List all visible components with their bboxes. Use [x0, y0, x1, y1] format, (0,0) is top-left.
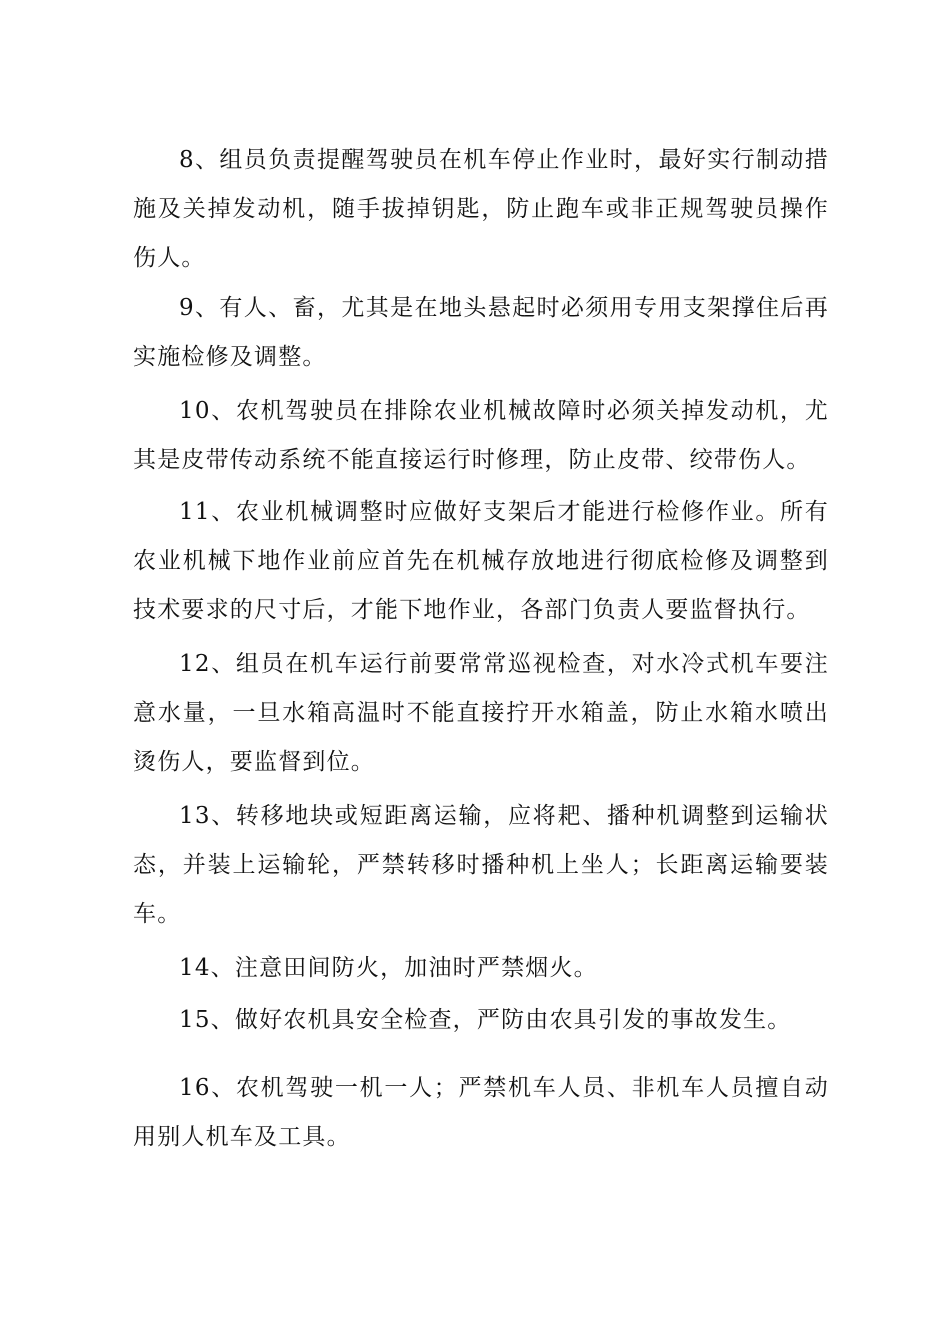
paragraph-9: 9、有人、畜，尤其是在地头悬起时必须用专用支架撑住后再实施检修及调整。: [133, 295, 829, 370]
paragraph-13: 13、转移地块或短距离运输，应将耙、播种机调整到运输状态，并装上运输轮，严禁转移时播种机上坐人；长距离运输要装车。: [133, 803, 829, 927]
paragraph-15: 15、做好农机具安全检查，严防由农具引发的事故发生。: [179, 1007, 792, 1033]
paragraph-11: 11、农业机械调整时应做好支架后才能进行检修作业。所有农业机械下地作业前应首先在机械存放地进行彻底检修及调整到技术要求的尺寸后，才能下地作业，各部门负责人要监督执行。: [133, 499, 829, 623]
paragraph-8: 8、组员负责提醒驾驶员在机车停止作业时，最好实行制动措施及关掉发动机，随手拔掉钥匙，防止跑车或非正规驾驶员操作伤人。: [133, 147, 829, 271]
paragraph-12: 12、组员在机车运行前要常常巡视检查，对水冷式机车要注意水量，一旦水箱高温时不能直接拧开水箱盖，防止水箱水喷出烫伤人，要监督到位。: [133, 651, 829, 775]
paragraph-10: 10、农机驾驶员在排除农业机械故障时必须关掉发动机，尤其是皮带传动系统不能直接运行时修理，防止皮带、绞带伤人。: [133, 398, 829, 473]
paragraph-14: 14、注意田间防火，加油时严禁烟火。: [179, 955, 598, 981]
paragraph-16: 16、农机驾驶一机一人；严禁机车人员、非机车人员擅自动用别人机车及工具。: [133, 1075, 829, 1150]
